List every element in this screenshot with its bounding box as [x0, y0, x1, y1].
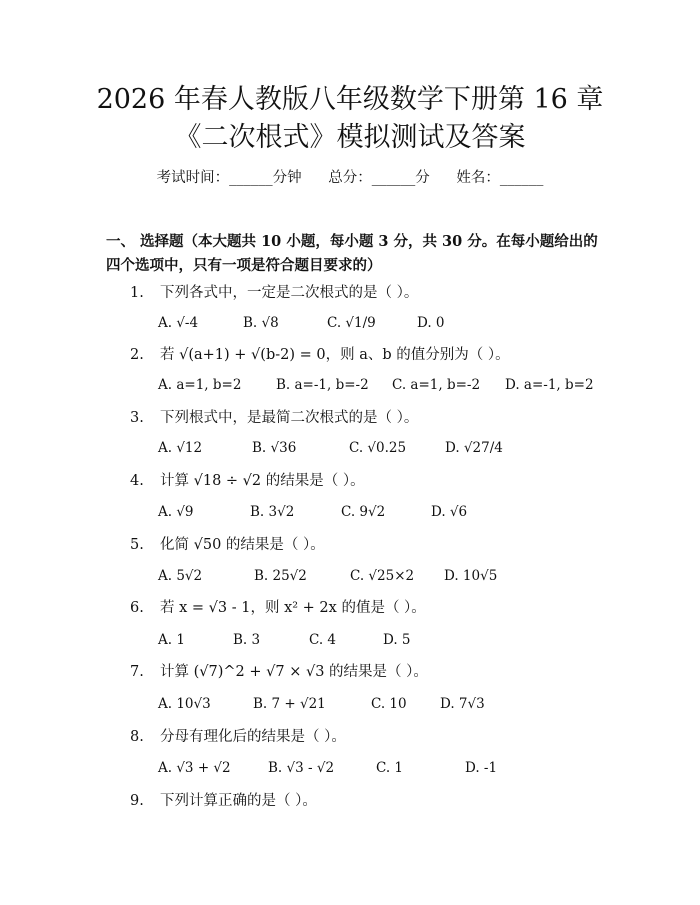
question-number: 6. [130, 600, 144, 616]
question-text: 下列各式中，一定是二次根式的是（ ）。 [160, 285, 419, 301]
question-number: 1. [130, 285, 144, 301]
question-number: 9. [130, 793, 144, 809]
question-4 [130, 471, 365, 491]
question-2 [130, 345, 510, 365]
question-text: 分母有理化后的结果是（ ）。 [160, 729, 346, 745]
option-d: D. 7√3 [440, 696, 485, 712]
option-b: B. 3√2 [250, 504, 295, 520]
option-c: C. 9√2 [341, 504, 386, 520]
option-a: A. a=1, b=2 [158, 377, 242, 393]
option-d: D. 10√5 [444, 568, 498, 584]
exam-info-row [0, 168, 700, 188]
question-number: 4. [130, 473, 144, 489]
question-6-options [158, 630, 411, 650]
option-d: D. √6 [431, 504, 468, 520]
student-name-field: 姓名：______ [456, 170, 544, 186]
option-a: A. √-4 [158, 315, 199, 331]
option-b: B. √8 [243, 315, 279, 331]
question-text: 若 √(a+1) + √(b-2) = 0，则 a、b 的值分别为（ ）。 [160, 347, 510, 363]
option-d: D. 5 [383, 632, 411, 648]
option-a: A. √9 [158, 504, 194, 520]
option-b: B. 7 + √21 [253, 696, 326, 712]
question-8 [130, 727, 346, 747]
question-text: 计算 √18 ÷ √2 的结果是（ ）。 [160, 473, 365, 489]
question-number: 5. [130, 537, 144, 553]
question-number: 7. [130, 664, 144, 680]
option-c: C. 1 [376, 760, 404, 776]
option-c: C. 10 [371, 696, 407, 712]
option-b: B. a=-1, b=-2 [276, 377, 369, 393]
question-7 [130, 662, 428, 682]
option-d: D. 0 [417, 315, 445, 331]
option-c: C. √1/9 [327, 315, 376, 331]
option-b: B. √36 [252, 440, 297, 456]
question-text: 下列根式中，是最简二次根式的是（ ）。 [160, 410, 419, 426]
question-number: 3. [130, 410, 144, 426]
option-a: A. 1 [158, 632, 185, 648]
option-a: A. √3 + √2 [158, 760, 231, 776]
option-a: A. 5√2 [158, 568, 203, 584]
option-d: D. -1 [465, 760, 498, 776]
question-3-options [158, 438, 503, 458]
question-5-options [158, 566, 497, 586]
section-heading-choice: 一、 选择题（本大题共 10 小题，每小题 3 分，共 30 分。在每小题给出的四个选项中，只有一项是符合题目要求的） [106, 233, 598, 274]
question-text: 计算 (√7)^2 + √7 × √3 的结果是（ ）。 [160, 664, 428, 680]
option-b: B. √3 - √2 [268, 760, 335, 776]
question-2-options [158, 375, 594, 395]
question-4-options [158, 502, 467, 522]
exam-time-field: 考试时间：______分钟 [156, 170, 302, 186]
question-1 [130, 283, 418, 303]
option-b: B. 3 [233, 632, 261, 648]
question-text: 化简 √50 的结果是（ ）。 [160, 537, 325, 553]
question-text: 下列计算正确的是（ ）。 [160, 793, 317, 809]
option-d: D. a=-1, b=2 [505, 377, 594, 393]
question-number: 8. [130, 729, 144, 745]
document-title-line-1: 2026 年春人教版八年级数学下册第 16 章 [96, 84, 604, 115]
document-title-line-2: 《二次根式》模拟测试及答案 [174, 122, 526, 153]
option-d: D. √27/4 [445, 440, 503, 456]
option-c: C. 4 [309, 632, 337, 648]
option-b: B. 25√2 [254, 568, 307, 584]
option-a: A. 10√3 [158, 696, 211, 712]
question-3 [130, 408, 418, 428]
question-9 [130, 791, 317, 811]
question-text: 若 x = √3 - 1，则 x² + 2x 的值是（ ）。 [160, 600, 426, 616]
question-5 [130, 535, 325, 555]
question-6 [130, 598, 426, 618]
option-c: C. a=1, b=-2 [392, 377, 481, 393]
question-7-options [158, 694, 485, 714]
option-a: A. √12 [158, 440, 203, 456]
option-c: C. √0.25 [349, 440, 407, 456]
total-score-field: 总分：______分 [328, 170, 430, 186]
option-c: C. √25×2 [350, 568, 415, 584]
question-8-options [158, 758, 497, 778]
question-number: 2. [130, 347, 144, 363]
question-1-options [158, 313, 445, 333]
